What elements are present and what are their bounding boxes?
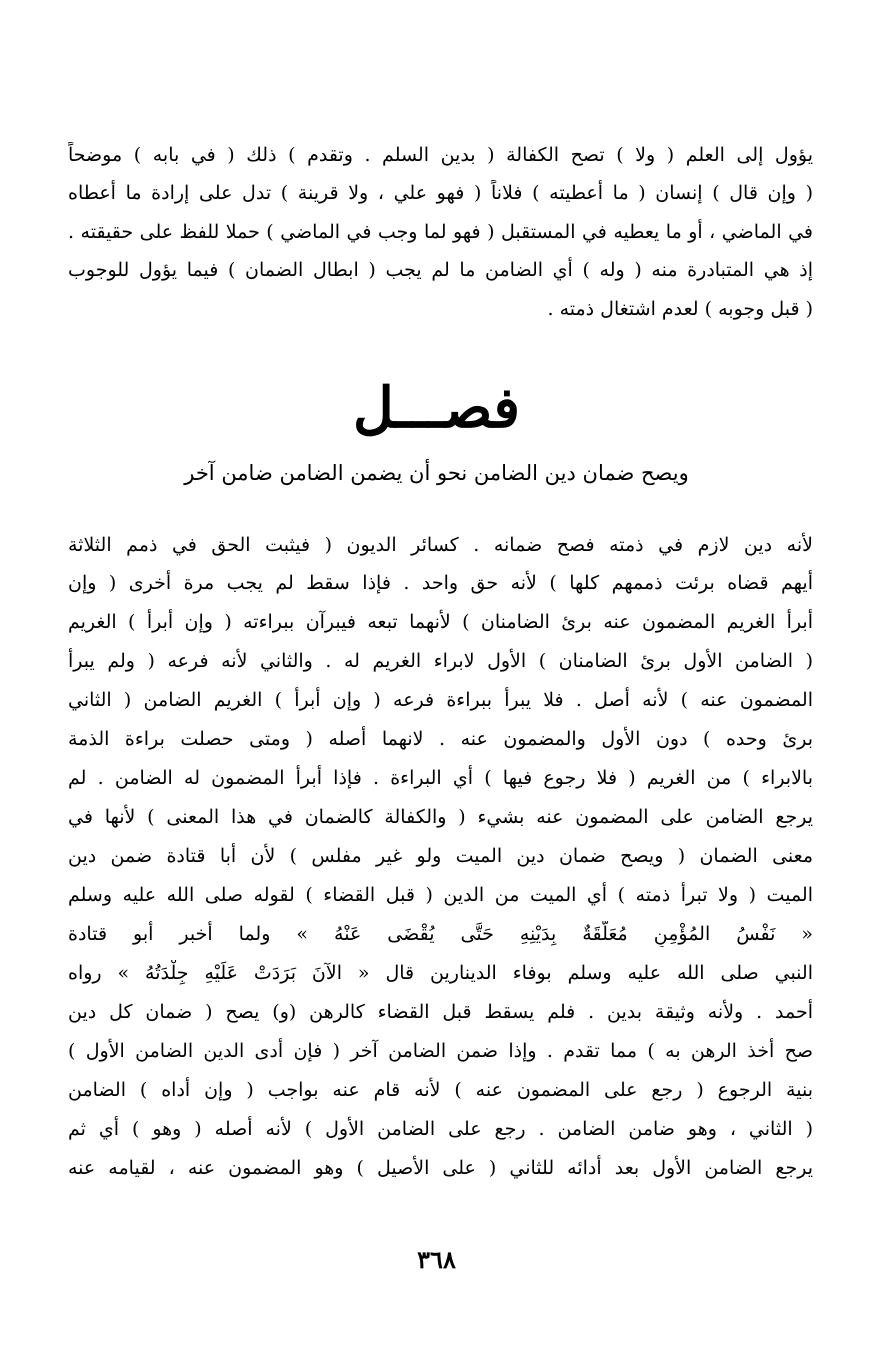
text-line: أيهم قضاه برئت ذممهم كلها ) لأنه حق واحد . فإذا سقط لم يجب مرة أخرى ( وإن	[68, 572, 813, 594]
text-line: يرجع الضامن الأول بعد أدائه للثاني ( على الأصيل ) وهو المضمون عنه ، لقيامه عنه	[68, 1157, 813, 1179]
text-line: في الماضي ، أو ما يعطيه في المستقبل ( فهو لما وجب في الماضي ) حملا للفظ على حقيقته .	[68, 221, 813, 243]
page-number: ٣٦٨	[417, 1245, 456, 1274]
text-line: إذ هي المتبادرة منه ( وله ) أي الضامن ما لم يجب ( ابطال الضمان ) فيما يؤول للوجوب	[68, 259, 813, 281]
text-line: صح أخذ الرهن به ) مما تقدم . وإذا ضمن الضامن آخر ( فإن أدى الدين الضامن الأول )	[68, 1040, 813, 1062]
text-line: ( الثاني ، وهو ضامن الضامن . رجع على الضامن الأول ) لأنه أصله ( وهو ) أي ثم	[68, 1118, 813, 1140]
text-line: أحمد . ولأنه وثيقة بدين . فلم يسقط قبل القضاء كالرهن (و) يصح ( ضمان كل دين	[68, 1001, 813, 1023]
text-line: الميت ( ولا تبرأ ذمته ) أي الميت من الدين ( قبل القضاء ) لقوله صلى الله عليه وسلم	[68, 884, 813, 906]
section-subheading: ويصح ضمان دين الضامن نحو أن يضمن الضامن ضامن آخر	[184, 461, 689, 485]
text-line: يرجع الضامن على المضمون عنه بشيء ( والكفالة كالضمان في هذا المعنى ) لأنها في	[68, 806, 813, 828]
text-line: معنى الضمان ( ويصح ضمان دين الميت ولو غير مفلس ) لأن أبا قتادة ضمن دين	[68, 845, 813, 867]
text-line: ( قبل وجوبه ) لعدم اشتغال ذمته .	[547, 298, 813, 320]
text-line: المضمون عنه ) لأنه أصل . فلا يبرأ ببراءة فرعه ( وإن أبرأ ) الغريم الضامن ( الثاني	[68, 689, 813, 711]
text-line: أبرأ الغريم المضمون عنه برئ الضامنان ) لأنهما تبعه فيبرآن ببراءته ( وإن أبرأ ) الغريم	[68, 611, 813, 633]
text-line: النبي صلى الله عليه وسلم بوفاء الدينارين قال « الآنَ بَرَدَتْ عَلَيْهِ جِلْدَتُهُ » رواه	[68, 962, 813, 984]
section-heading: فصـــل	[353, 375, 520, 441]
text-line: ( وإن قال ) إنسان ( ما أعطيته ) فلاناً ( فهو علي ، ولا قرينة ) تدل على إرادة ما أعطاه	[68, 182, 813, 204]
text-line: يؤول إلى العلم ( ولا ) تصح الكفالة ( بدين السلم . وتقدم ) ذلك ( في بابه ) موضحاً	[68, 144, 813, 166]
text-line: بالابراء ) من الغريم ( فلا رجوع فيها ) أي البراءة . فإذا أبرأ المضمون له الضامن . لم	[68, 767, 813, 789]
text-line: ( الضامن الأول برئ الضامنان ) الأول لابراء الغريم له . والثاني لأنه فرعه ( ولم يبرأ	[68, 650, 813, 672]
text-line: لأنه دين لازم في ذمته فصح ضمانه . كسائر الديون ( فيثبت الحق في ذمم الثلاثة	[68, 534, 813, 556]
text-line: بنية الرجوع ( رجع على المضمون عنه ) لأنه قام عنه بواجب ( وإن أداه ) الضامن	[68, 1079, 813, 1101]
text-line: برئ وحده ) دون الأول والمضمون عنه . لانهما أصله ( ومتى حصلت براءة الذمة	[68, 728, 813, 750]
text-line: « نَفْسُ المُؤْمِنِ مُعَلَّقَةٌ بِدَيْنِهِ حَتَّى يُقْضَى عَنْهُ » ولما أخبر أبو قتادة	[68, 923, 813, 945]
